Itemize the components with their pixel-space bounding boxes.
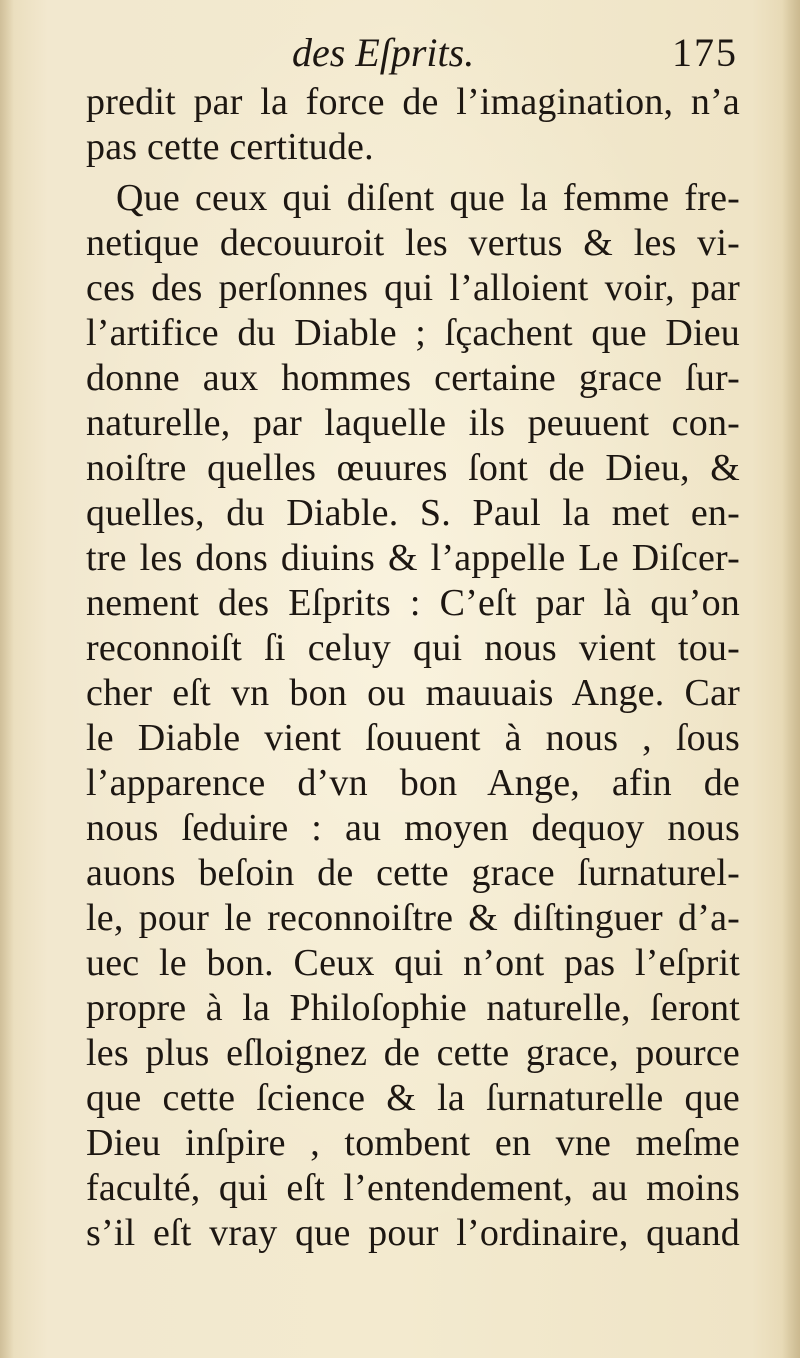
text-line: naturelle, par laquelle ils peuuent con- — [86, 402, 740, 444]
text-line: faculté, qui eſt l’entendement, au moins — [86, 1167, 740, 1209]
text-line: le Diable vient ſouuent à nous , ſous — [86, 717, 740, 759]
text-line: netique decouuroit les vertus & les vi- — [86, 222, 740, 264]
text-line: quelles, du Diable. S. Paul la met en- — [86, 492, 740, 534]
text-line: s’il eſt vray que pour l’ordinaire, quand — [86, 1212, 740, 1254]
page-number: 175 — [672, 30, 738, 75]
text-line: nous ſeduire : au moyen dequoy nous — [86, 807, 740, 849]
text-line: predit par la force de l’imagination, n’a — [86, 81, 740, 123]
page-header — [86, 22, 738, 82]
text-line: les plus eſloignez de cette grace, pource — [86, 1032, 740, 1074]
text-line: Que ceux qui diſent que la femme fre- — [116, 177, 740, 219]
page-edge-shadow-right — [782, 0, 800, 1358]
text-line: nement des Eſprits : C’eſt par là qu’on — [86, 582, 740, 624]
text-line: noiſtre quelles œuures ſont de Dieu, & — [86, 447, 740, 489]
text-line: ces des perſonnes qui l’alloient voir, par — [86, 267, 740, 309]
running-head: des Eſprits. — [292, 30, 475, 75]
text-line: tre les dons diuins & l’appelle Le Diſcer- — [86, 537, 740, 579]
text-line: Dieu inſpire , tombent en vne meſme — [86, 1122, 740, 1164]
text-line: l’artifice du Diable ; ſçachent que Dieu — [86, 312, 740, 354]
text-line: cher eſt vn bon ou mauuais Ange. Car — [86, 672, 740, 714]
text-line: le, pour le reconnoiſtre & diſtinguer d’a- — [86, 897, 740, 939]
text-line: l’apparence d’vn bon Ange, afin de — [86, 762, 740, 804]
text-line: que cette ſcience & la ſurnaturelle que — [86, 1077, 740, 1119]
text-line: propre à la Philoſophie naturelle, ſeront — [86, 987, 740, 1029]
text-line: donne aux hommes certaine grace ſur- — [86, 357, 740, 399]
text-line: uec le bon. Ceux qui n’ont pas l’eſprit — [86, 942, 740, 984]
text-line: pas cette certitude. — [86, 126, 374, 168]
page-edge-shadow-left — [0, 0, 14, 1358]
body-text — [86, 80, 740, 1256]
text-line: reconnoiſt ſi celuy qui nous vient tou- — [86, 627, 740, 669]
text-line: auons beſoin de cette grace ſurnaturel- — [86, 852, 740, 894]
